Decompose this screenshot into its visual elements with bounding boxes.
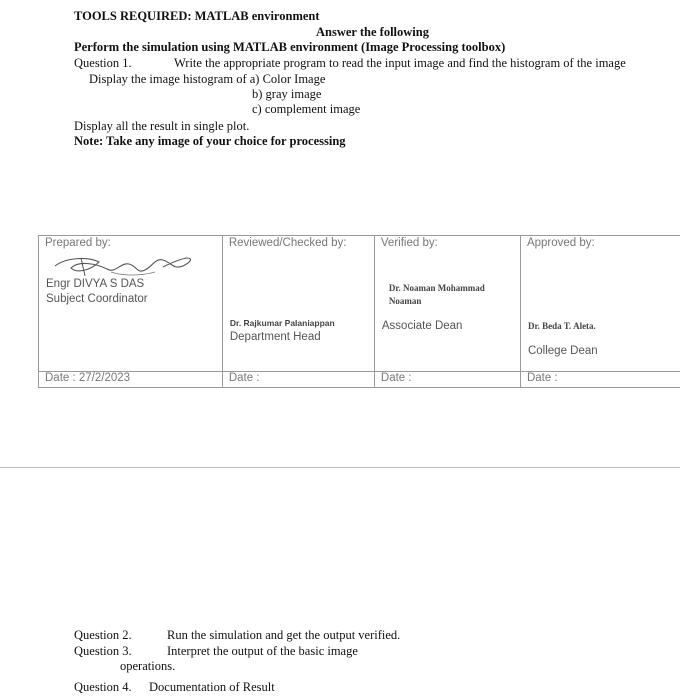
prepared-role: Subject Coordinator bbox=[46, 293, 148, 305]
signature-image bbox=[51, 250, 196, 280]
answer-following-heading: Answer the following bbox=[316, 25, 429, 39]
question1-item-b: b) gray image bbox=[252, 87, 322, 101]
approved-date-cell bbox=[520, 372, 680, 388]
reviewed-date-cell bbox=[222, 372, 374, 388]
question1-note: Note: Take any image of your choice for processing bbox=[74, 134, 346, 148]
question1-item-c: c) complement image bbox=[252, 102, 361, 116]
approved-date: Date : bbox=[526, 372, 558, 384]
question4-text: Documentation of Result bbox=[149, 680, 275, 694]
perform-simulation-heading: Perform the simulation using MATLAB environment (Image Processing toolbox) bbox=[74, 40, 506, 54]
question1-display-line: Display the image histogram of a) Color Image bbox=[89, 72, 326, 86]
question1-text: Write the appropriate program to read the input image and find the histogram of the image bbox=[174, 56, 626, 70]
verified-name-line2: Noaman bbox=[388, 296, 422, 306]
verified-name-line1: Dr. Noaman Mohammad bbox=[388, 283, 485, 293]
approved-header: Approved by: bbox=[526, 237, 595, 249]
prepared-cell bbox=[39, 236, 223, 372]
question1-label: Question 1. bbox=[74, 56, 132, 70]
question2-text: Run the simulation and get the output verified. bbox=[167, 628, 401, 642]
prepared-name: Engr DIVYA S DAS bbox=[46, 278, 145, 290]
reviewed-name: Dr. Rajkumar Palaniappan bbox=[229, 318, 335, 328]
verified-cell bbox=[374, 236, 520, 372]
reviewed-cell bbox=[222, 236, 374, 372]
prepared-header: Prepared by: bbox=[45, 237, 111, 249]
question3-label: Question 3. bbox=[74, 644, 132, 658]
question3-text: Interpret the output of the basic image bbox=[167, 644, 358, 658]
question4-label: Question 4. bbox=[74, 680, 132, 694]
reviewed-header: Reviewed/Checked by: bbox=[228, 237, 347, 249]
prepared-date-cell bbox=[39, 372, 223, 388]
reviewed-role: Department Head bbox=[229, 331, 321, 343]
approval-table bbox=[38, 235, 680, 388]
verified-date: Date : bbox=[380, 372, 412, 384]
question1-single-plot: Display all the result in single plot. bbox=[74, 119, 250, 133]
prepared-date: Date : 27/2/2023 bbox=[45, 372, 131, 384]
question3-text-cont: operations. bbox=[120, 659, 176, 673]
verified-date-cell bbox=[374, 372, 520, 388]
page-divider bbox=[0, 467, 680, 468]
approved-cell bbox=[520, 236, 680, 372]
verified-header: Verified by: bbox=[380, 237, 438, 249]
question2-label: Question 2. bbox=[74, 628, 132, 642]
verified-role: Associate Dean bbox=[381, 320, 463, 332]
approved-role: College Dean bbox=[527, 345, 598, 357]
reviewed-date: Date : bbox=[228, 372, 260, 384]
tools-required-heading: TOOLS REQUIRED: MATLAB environment bbox=[74, 9, 320, 23]
approved-name: Dr. Beda T. Aleta. bbox=[527, 321, 596, 331]
